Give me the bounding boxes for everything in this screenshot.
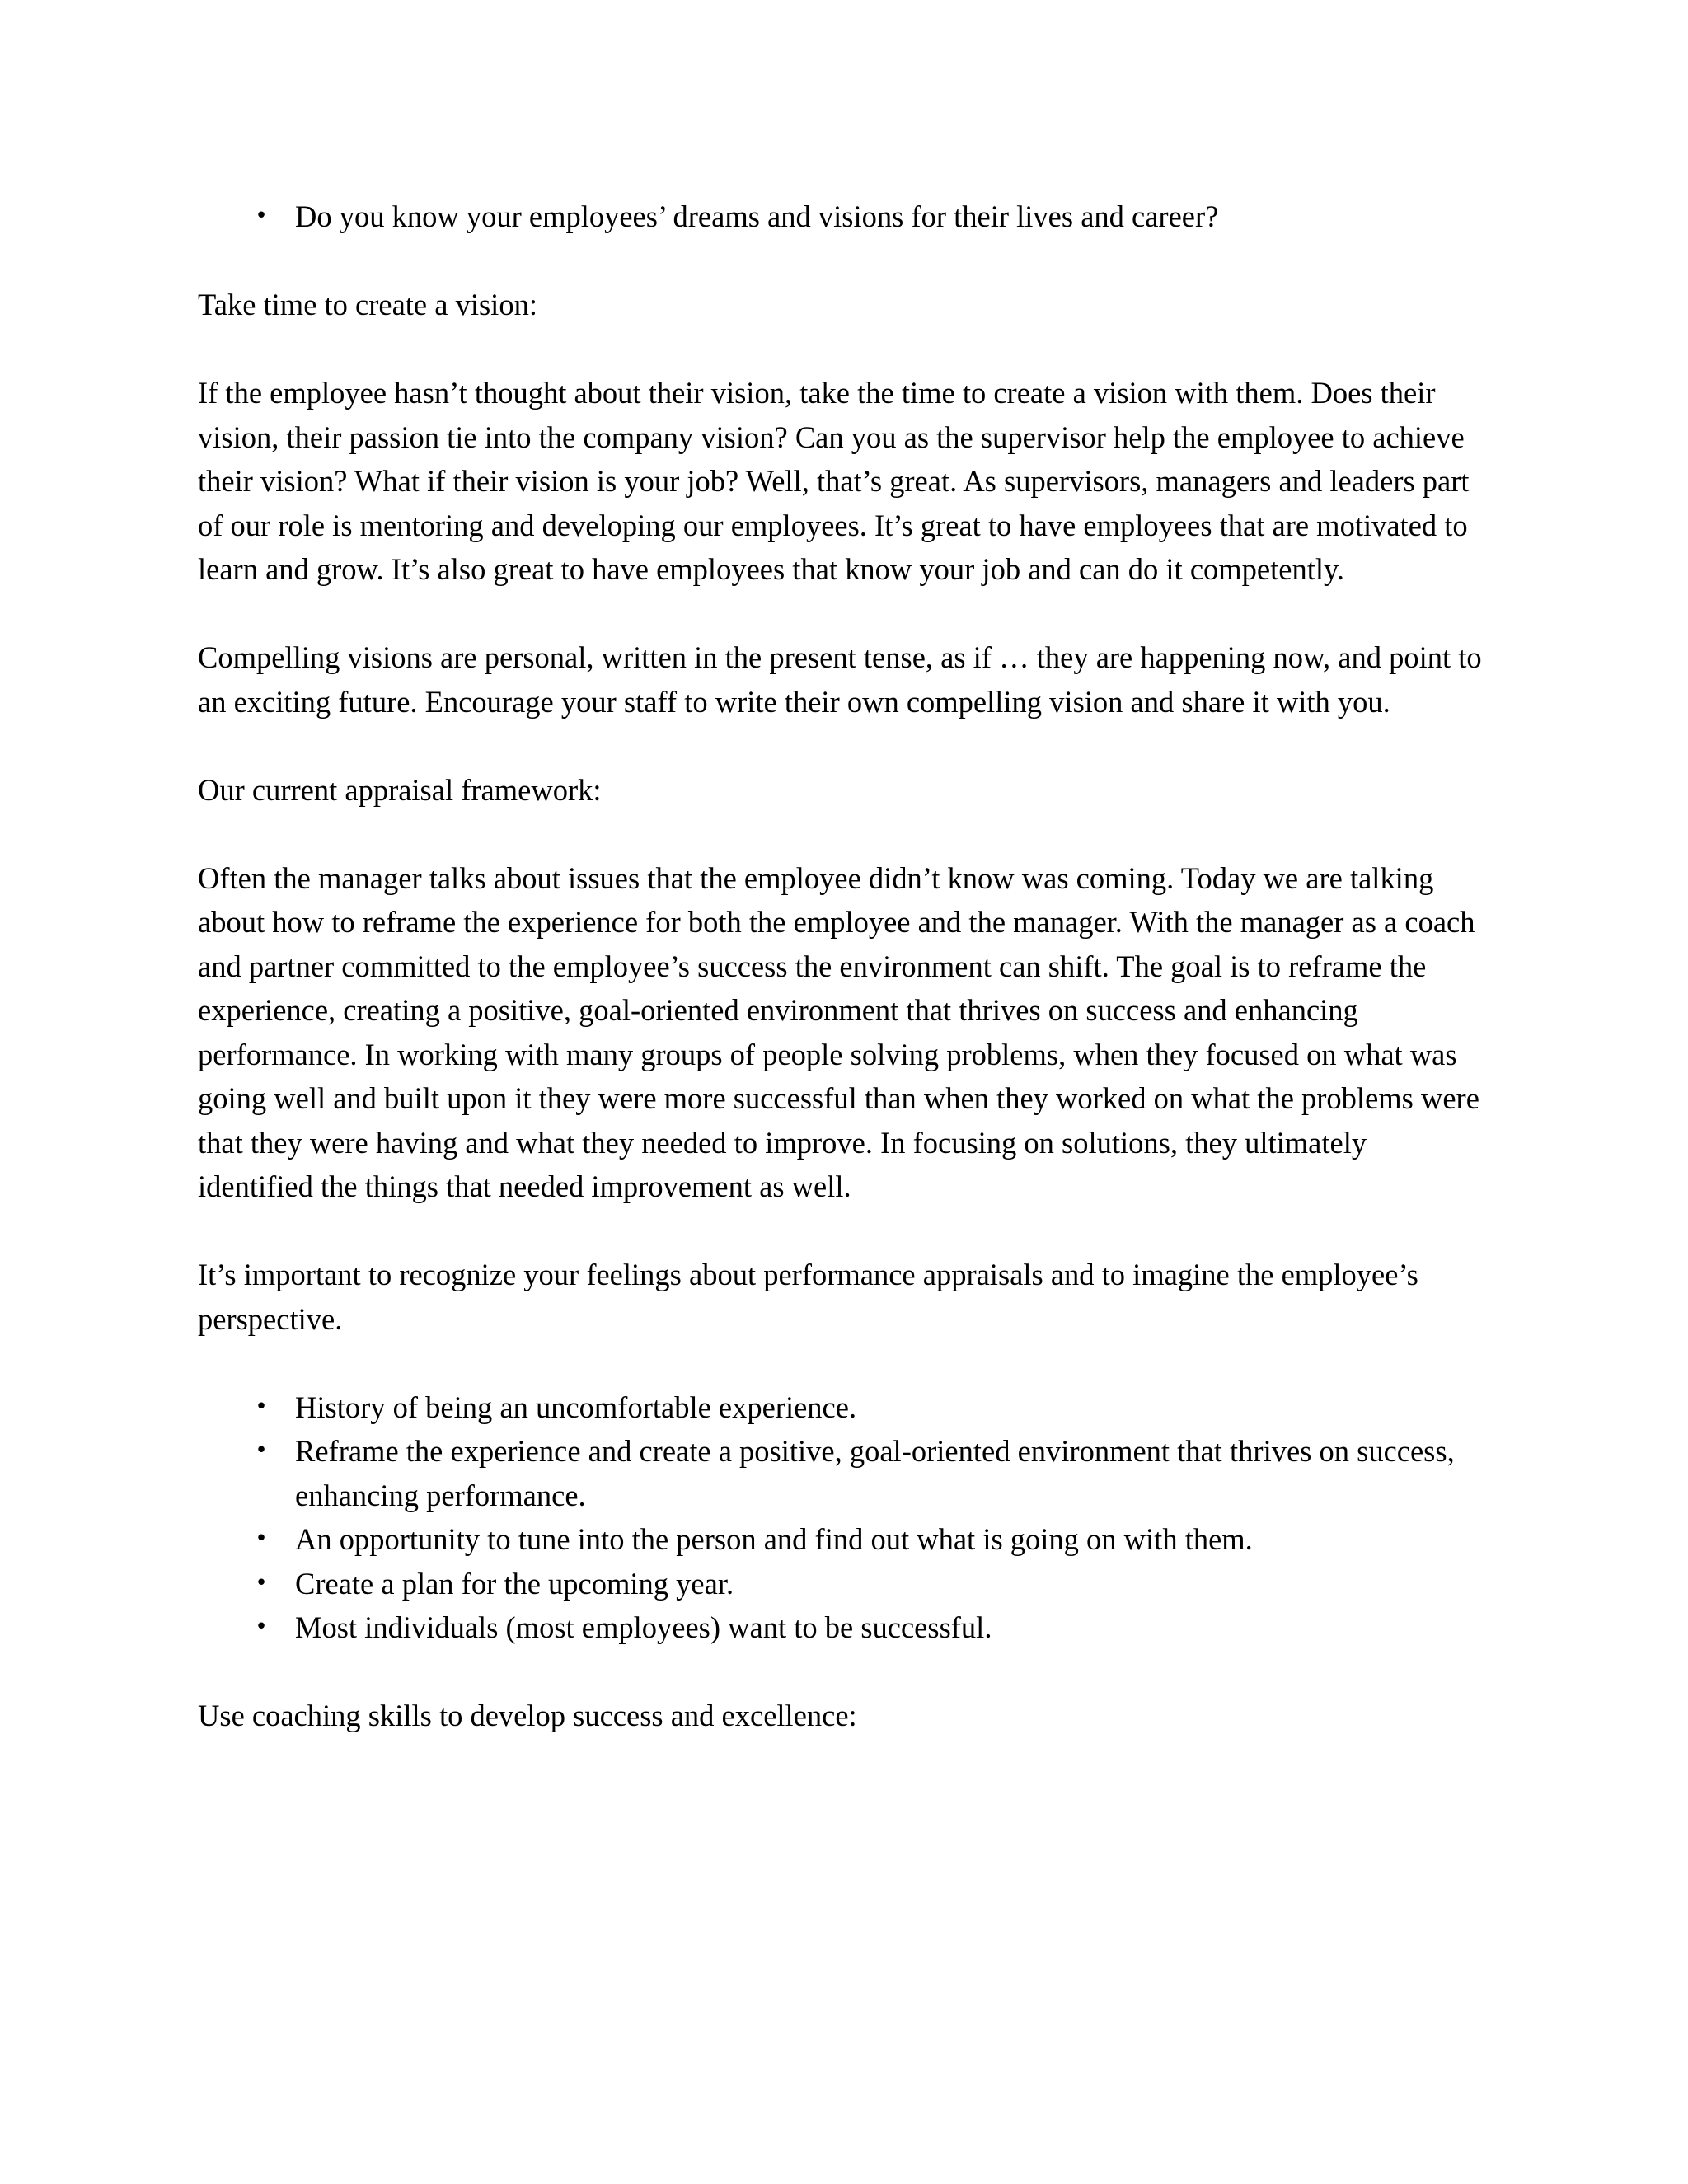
heading-coaching-skills: Use coaching skills to develop success and excellence: [198,1699,857,1732]
list-item [198,1385,1484,1430]
heading-appraisal-framework: Our current appraisal framework: [198,772,602,807]
list-item [198,1517,1484,1562]
paragraph-compelling-visions: Compelling visions are personal, written in the present tense, as if … they are happening now, and point to an exciting future. Encourage your staff to write their own compelling vision and share it with you. [198,640,1482,719]
bullet-icon: • [255,1394,268,1419]
bullet-icon: • [255,204,268,228]
document-body [198,194,1484,1782]
bullet-text: Most individuals (most employees) want to be successful. [295,1610,992,1644]
list-item [198,1429,1484,1517]
list-item [198,194,1484,239]
bullet-icon: • [255,1526,268,1551]
bullet-text: Do you know your employees’ dreams and visions for their lives and career? [295,199,1219,233]
bullet-icon: • [255,1570,268,1596]
bullet-text: An opportunity to tune into the person and find out what is going on with them. [295,1522,1253,1556]
bullet-text: History of being an uncomfortable experience. [295,1390,857,1424]
paragraph-appraisal-framework: Often the manager talks about issues that the employee didn’t know was coming. Today we are talking about how to reframe the experience for both the employee and the manager. With the manager as a coach and partner committed to the employee’s success the environment can shift. The goal is to reframe the experience, creating a positive, goal-oriented environment that thrives on success and enhancing performance. In working with many groups of people solving problems, when they focused on what was going well and built upon it they were more successful than when they worked on what the problems were that they were having and what they needed to improve. In focusing on solutions, they ultimately identified the things that needed improvement as well. [198,860,1479,1203]
appraisal-bullet-list [198,1385,1484,1650]
paragraph-recognize-feelings: It’s important to recognize your feelings about performance appraisals and to imagine the employee’s perspective. [198,1258,1418,1336]
bullet-icon: • [255,1438,268,1463]
top-bullet-list [198,194,1484,239]
heading-create-vision: Take time to create a vision: [198,288,537,321]
bullet-icon: • [255,1615,268,1639]
bullet-text: Reframe the experience and create a positive, goal-oriented environment that thrives on success, enhancing performance. [295,1434,1455,1512]
bullet-text: Create a plan for the upcoming year. [295,1566,734,1601]
paragraph-vision: If the employee hasn’t thought about their vision, take the time to create a vision with them. Does their vision, their passion tie into the company vision? Can you as the supervisor help the employee to achieve their vision? What if their vision is your job? Well, that’s great. As supervisors, managers and leaders part of our role is mentoring and developing our employees. It’s great to have employees that are motivated to learn and grow. It’s also great to have employees that know your job and can do it competently. [198,376,1470,586]
list-item [198,1562,1484,1606]
list-item [198,1605,1484,1650]
